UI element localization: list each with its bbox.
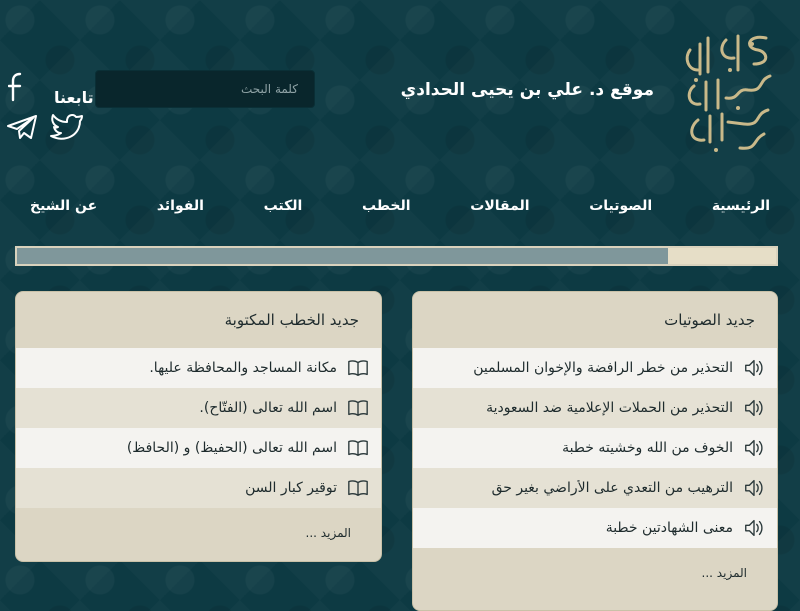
list-item-label: الترهيب من التعدي على الأراضي بغير حق (491, 480, 733, 496)
more-link[interactable]: المزيد ... (305, 526, 351, 540)
nav-item-home[interactable]: الرئيسية (711, 198, 770, 214)
nav-item-articles[interactable]: المقالات (470, 198, 530, 214)
calligraphy-logo-icon[interactable] (678, 30, 778, 155)
slider-bar[interactable] (15, 246, 778, 266)
open-book-icon (347, 477, 369, 499)
list-item[interactable] (16, 388, 381, 428)
list-item-label: اسم الله تعالى (الحفيظ) و (الحافظ) (126, 440, 337, 456)
panel-title: جديد الخطب المكتوبة (224, 311, 359, 329)
list-item[interactable] (413, 388, 777, 428)
telegram-icon[interactable] (6, 114, 38, 140)
nav-item-benefits[interactable]: الفوائد (156, 198, 204, 214)
twitter-icon[interactable] (50, 112, 84, 140)
speaker-icon (743, 477, 765, 499)
latest-audio-panel (412, 291, 778, 611)
open-book-icon (347, 397, 369, 419)
more-link[interactable]: المزيد ... (701, 566, 747, 580)
list-item[interactable] (16, 468, 381, 508)
list-item[interactable] (413, 468, 777, 508)
open-book-icon (347, 357, 369, 379)
nav-item-about[interactable]: عن الشيخ (30, 198, 98, 214)
nav-item-books[interactable]: الكتب (263, 198, 303, 214)
slider-handle[interactable] (668, 248, 776, 264)
facebook-icon[interactable] (8, 72, 26, 102)
list-item-label: معنى الشهادتين خطبة (605, 520, 733, 536)
list-item[interactable] (413, 428, 777, 468)
list-item-label: مكانة المساجد والمحافظة عليها. (149, 360, 337, 376)
social-links (6, 70, 96, 140)
nav-item-sermons[interactable]: الخطب (361, 198, 411, 214)
list-item-label: التحذير من خطر الرافضة والإخوان المسلمين (473, 360, 733, 376)
audio-list (413, 348, 777, 548)
list-item[interactable] (413, 508, 777, 548)
main-nav (30, 192, 770, 220)
list-item-label: اسم الله تعالى (الفتّاح). (199, 400, 337, 416)
speaker-icon (743, 397, 765, 419)
follow-us-label: تابعنا (54, 88, 94, 107)
list-item-label: الخوف من الله وخشيته خطبة (562, 440, 733, 456)
list-item-label: التحذير من الحملات الإعلامية ضد السعودية (486, 400, 733, 416)
speaker-icon (743, 437, 765, 459)
panel-title: جديد الصوتيات (664, 311, 755, 329)
list-item[interactable] (16, 428, 381, 468)
list-item[interactable] (16, 348, 381, 388)
nav-item-audio[interactable]: الصوتيات (589, 198, 653, 214)
list-item-label: توقير كبار السن (245, 480, 337, 496)
speaker-icon (743, 517, 765, 539)
list-item[interactable] (413, 348, 777, 388)
speaker-icon (743, 357, 765, 379)
search-box (95, 70, 315, 108)
latest-written-sermons-panel (15, 291, 382, 562)
sermons-list (16, 348, 381, 508)
open-book-icon (347, 437, 369, 459)
site-title[interactable]: موقع د. علي بن يحيى الحدادي (400, 80, 654, 100)
search-input[interactable] (110, 81, 300, 97)
